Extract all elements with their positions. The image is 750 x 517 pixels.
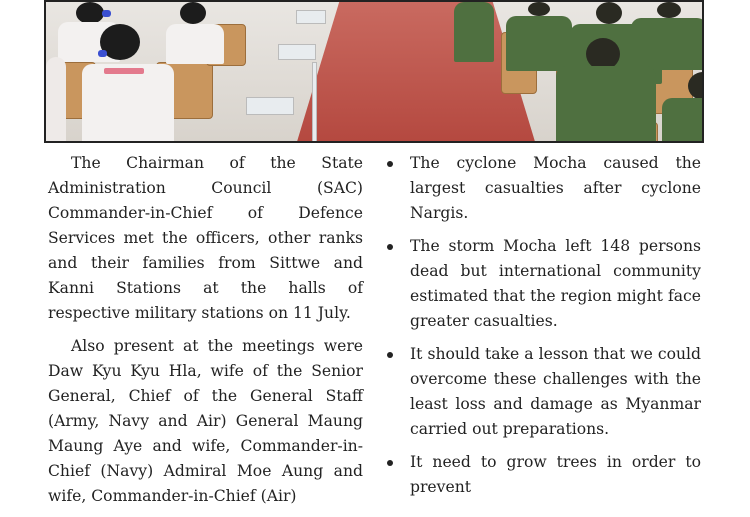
key-points-list (386, 151, 701, 500)
bullet-item: The cyclone Mocha caused the largest casualties after cyclone Nargis. (386, 151, 701, 226)
article-right-column (386, 151, 701, 508)
bullet-item: It should take a lesson that we could overcome these challenges with the least loss and damage as Myanmar carried out preparations. (386, 342, 701, 442)
name-card-stand (312, 62, 317, 143)
bullet-item: The storm Mocha left 148 persons dead but international community estimated that the region might face greater casualties. (386, 234, 701, 334)
name-card-stand (278, 44, 316, 60)
article-paragraph: Also present at the meetings were Daw Kyu Kyu Hla, wife of the Senior General, Chief of the General Staff (Army, Navy and Air) General Maung Maung Aye and wife, Commander-in-Chief (Navy) Admiral Moe Aung and wife, Commander-in-Chief (Air) (48, 337, 363, 505)
article-paragraph: The Chairman of the State Administration Council (SAC) Commander-in-Chief of Defence Services met the officers, other ranks and their families from Sittwe and Kanni Stations at the halls of respective military stations on 11 July. (48, 154, 363, 322)
name-card-stand (246, 97, 294, 115)
name-card-stand (296, 10, 326, 24)
meeting-hall-photo (44, 0, 704, 143)
bullet-item: It need to grow trees in order to prevent (386, 450, 701, 500)
article-left-column (48, 151, 363, 517)
red-carpet-aisle (296, 2, 536, 143)
